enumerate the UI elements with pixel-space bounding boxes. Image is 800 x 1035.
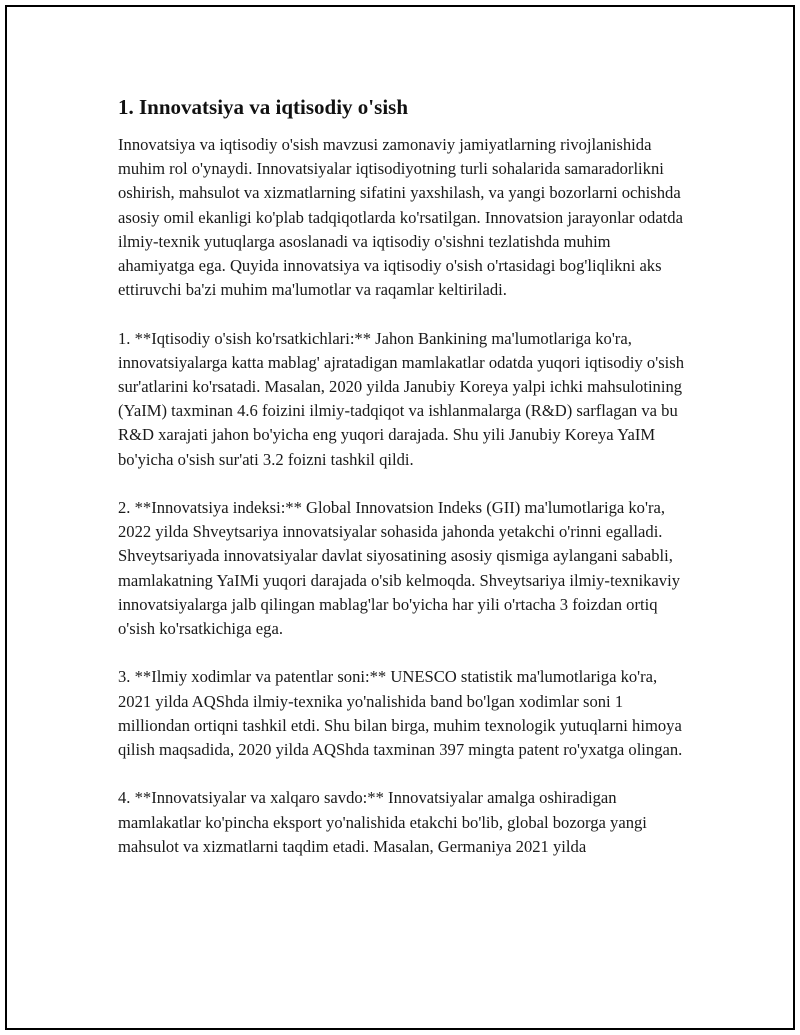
researchers-patents-paragraph: 3. **Ilmiy xodimlar va patentlar soni:** UNESCO statistik ma'lumotlariga ko'ra, 2021 yilda AQShda ilmiy-texnika yo'nalishida band bo'lgan xodimlar soni 1 milliondan ortiqni tashkil etdi. Shu bilan birga, muhim texnologik yutuqlarni himoya qilish maqsadida, 2020 yilda AQShda taxminan 397 mingta patent ro'yxatga olingan. [118, 667, 683, 760]
innovation-index-paragraph: 2. **Innovatsiya indeksi:** Global Innovatsion Indeks (GII) ma'lumotlariga ko'ra, 2022 yilda Shveytsariya innovatsiyalar sohasida jahonda yetakchi o'rinni egalladi. Shveytsariyada innovatsiyalar davlat siyosatining asosiy qismiga aylangani sababli, mamlakatning YaIMi yuqori darajada o'sib kelmoqda. Shveytsariya ilmiy-texnikaviy innovatsiyalarga jalb qilingan mablag'lar bo'yicha har yili o'rtacha 3 foizdan ortiq o'sish ko'rsatkichiga ega. [118, 498, 680, 639]
document-body [118, 93, 690, 883]
international-trade-paragraph: 4. **Innovatsiyalar va xalqaro savdo:** Innovatsiyalar amalga oshiradigan mamlakatlar ko'pincha eksport yo'nalishida etakchi bo'lib, global bozorga yangi mahsulot va xizmatlarni taqdim etadi. Masalan, Germaniya 2021 yilda [118, 788, 647, 856]
section-heading: 1. Innovatsiya va iqtisodiy o'sish [118, 95, 409, 119]
intro-paragraph: Innovatsiya va iqtisodiy o'sish mavzusi zamonaviy jamiyatlarning rivojlanishida muhim rol o'ynaydi. Innovatsiyalar iqtisodiyotning turli sohalarida samaradorlikni oshirish, mahsulot va xizmatlarning sifatini yaxshilash, va yangi bozorlarni ochishda asosiy omil ekanligi ko'plab tadqiqotlarda ko'rsatilgan. Innovatsion jarayonlar odatda ilmiy-texnik yutuqlarga asoslanadi va iqtisodiy o'sishni tezlatishda muhim ahamiyatga ega. Quyida innovatsiya va iqtisodiy o'sish o'rtasidagi bog'liqlikni aks ettiruvchi ba'zi muhim ma'lumotlar va raqamlar keltiriladi. [118, 135, 683, 300]
economic-growth-paragraph: 1. **Iqtisodiy o'sish ko'rsatkichlari:** Jahon Bankining ma'lumotlariga ko'ra, innovatsiyalarga katta mablag' ajratadigan mamlakatlar odatda yuqori iqtisodiy o'sish sur'atlarini ko'rsatadi. Masalan, 2020 yilda Janubiy Koreya yalpi ichki mahsulotining (YaIM) taxminan 4.6 foizini ilmiy-tadqiqot va ishlanmalarga (R&D) sarflagan va bu R&D xarajati jahon bo'yicha eng yuqori darajada. Shu yili Janubiy Koreya YaIM bo'yicha o'sish sur'ati 3.2 foizni tashkil qildi. [118, 328, 685, 469]
